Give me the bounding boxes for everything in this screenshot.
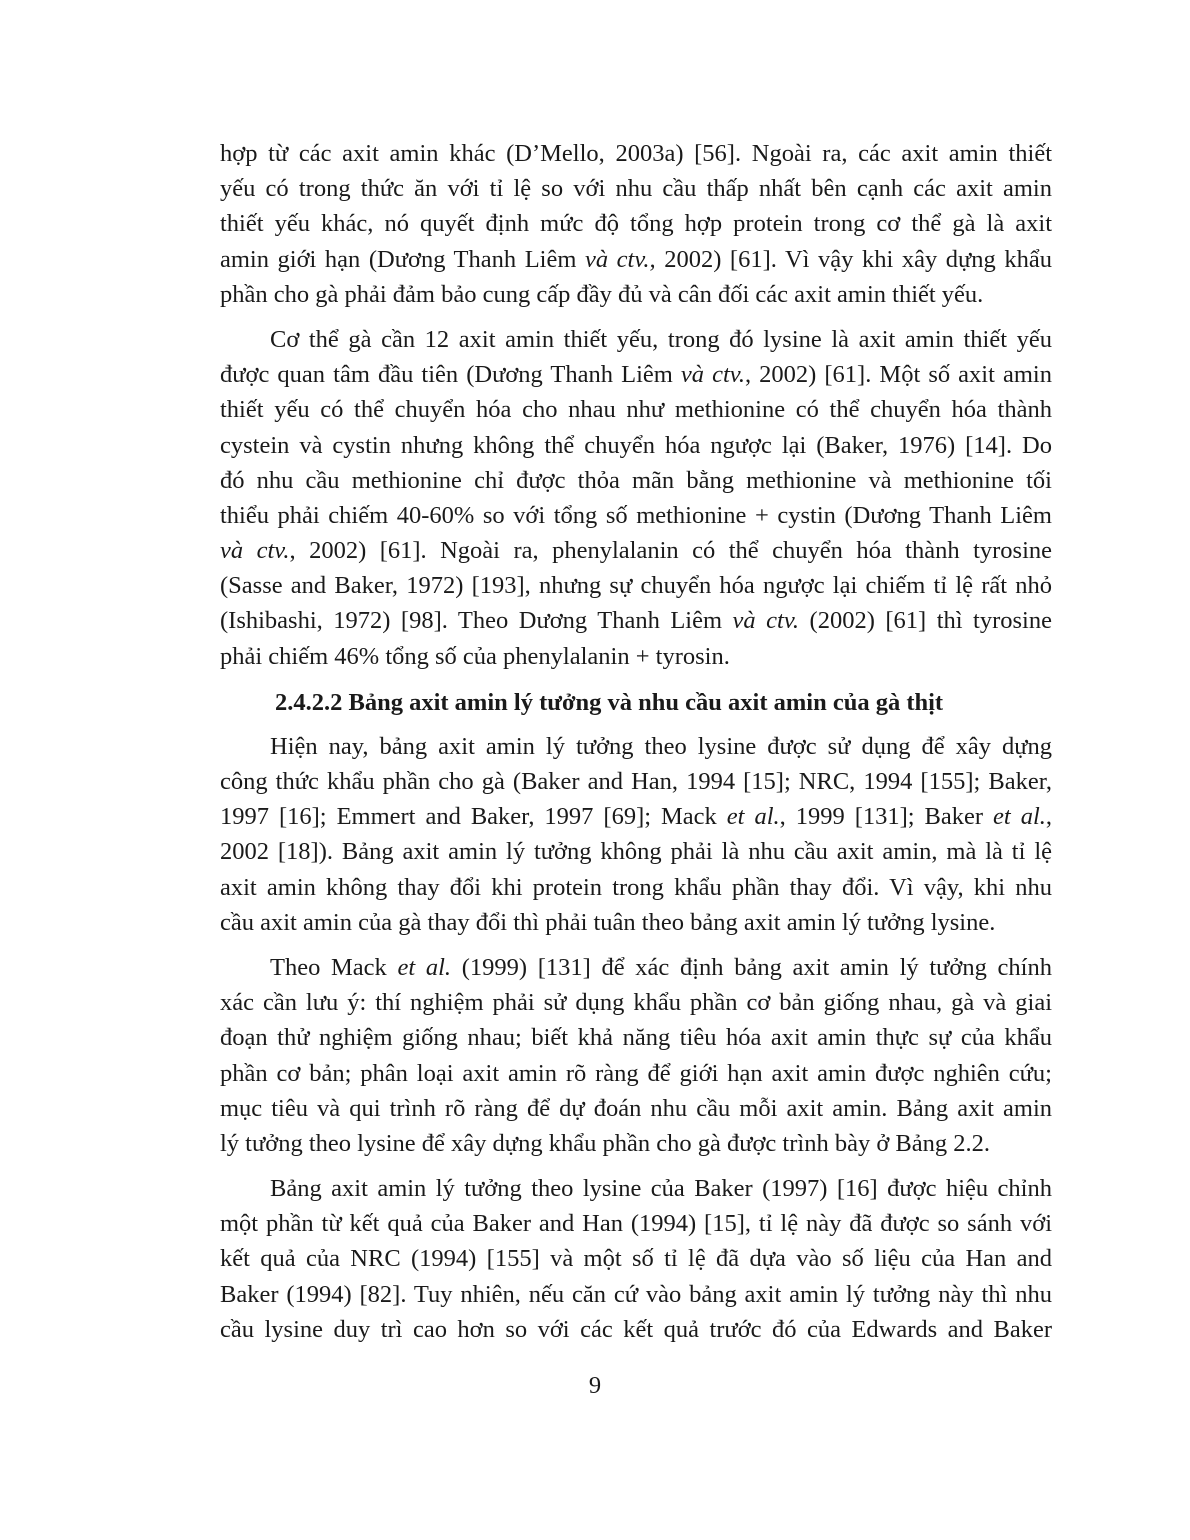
text-line: yếu có trong thức ăn với tỉ lệ so với nhu cầu thấp nhất bên cạnh các axit amin xyxy=(220,175,1052,203)
text-line: Cơ thể gà cần 12 axit amin thiết yếu, trong đó lysine là axit amin thiết yếu xyxy=(270,325,1052,353)
text-line: phần cho gà phải đảm bảo cung cấp đầy đủ và cân đối các axit amin thiết yếu. xyxy=(220,280,984,308)
text-line: Theo Mack et al. (1999) [131] để xác định bảng axit amin lý tưởng chính xyxy=(270,953,1052,981)
paragraph-5 xyxy=(220,1171,1052,1347)
page-number: 9 xyxy=(588,1372,602,1399)
text-line: phải chiếm 46% tổng số của phenylalanin + tyrosin. xyxy=(220,642,730,670)
body-text xyxy=(220,136,1052,1347)
text-line: Hiện nay, bảng axit amin lý tưởng theo lysine được sử dụng để xây dựng xyxy=(270,732,1052,760)
text-line: đoạn thử nghiệm giống nhau; biết khả năng tiêu hóa axit amin thực sự của khẩu xyxy=(220,1024,1052,1052)
text-line: mục tiêu và qui trình rõ ràng để dự đoán nhu cầu mỗi axit amin. Bảng axit amin xyxy=(220,1094,1052,1122)
paragraph-2 xyxy=(220,322,1052,674)
text-line: thiểu phải chiếm 40-60% so với tổng số methionine + cystin (Dương Thanh Liêm xyxy=(220,501,1052,529)
text-line: được quan tâm đầu tiên (Dương Thanh Liêm và ctv., 2002) [61]. Một số axit amin xyxy=(220,361,1052,389)
text-line: một phần từ kết quả của Baker and Han (1994) [15], tỉ lệ này đã được so sánh với xyxy=(220,1210,1052,1238)
text-line: công thức khẩu phần cho gà (Baker and Han, 1994 [15]; NRC, 1994 [155]; Baker, xyxy=(220,768,1052,795)
text-line: kết quả của NRC (1994) [155] và một số tỉ lệ đã dựa vào số liệu của Han and xyxy=(220,1245,1052,1273)
italic-text: và ctv. xyxy=(732,607,800,635)
italic-text: et al. xyxy=(993,803,1046,831)
text-line: 1997 [16]; Emmert and Baker, 1997 [69]; Mack et al., 1999 [131]; Baker et al., xyxy=(220,803,1052,831)
text-line: đó nhu cầu methionine chỉ được thỏa mãn bằng methionine và methionine tối xyxy=(220,466,1052,494)
text-line: cystein và cystin nhưng không thể chuyển hóa ngược lại (Baker, 1976) [14]. Do xyxy=(220,431,1052,459)
text-line: amin giới hạn (Dương Thanh Liêm và ctv., 2002) [61]. Vì vậy khi xây dựng khẩu xyxy=(220,245,1052,273)
text-line: axit amin không thay đổi khi protein trong khẩu phần thay đổi. Vì vậy, khi nhu xyxy=(220,873,1052,901)
text-line: hợp từ các axit amin khác (D’Mello, 2003a) [56]. Ngoài ra, các axit amin thiết xyxy=(220,140,1052,167)
italic-text: và ctv. xyxy=(680,361,745,389)
text-line: thiết yếu có thể chuyển hóa cho nhau như methionine có thể chuyển hóa thành xyxy=(220,396,1052,424)
text-line: (Ishibashi, 1972) [98]. Theo Dương Thanh Liêm và ctv. (2002) [61] thì tyrosine xyxy=(220,607,1052,635)
text-line: lý tưởng theo lysine để xây dựng khẩu phần cho gà được trình bày ở Bảng 2.2. xyxy=(220,1129,991,1157)
text-line: cầu lysine duy trì cao hơn so với các kết quả trước đó của Edwards and Baker xyxy=(220,1315,1052,1343)
text-line: và ctv., 2002) [61]. Ngoài ra, phenylalanin có thể chuyển hóa thành tyrosine xyxy=(220,537,1052,565)
text-line: cầu axit amin của gà thay đổi thì phải tuân theo bảng axit amin lý tưởng lysine. xyxy=(220,908,996,936)
text-line: (Sasse and Baker, 1972) [193], nhưng sự chuyển hóa ngược lại chiếm tỉ lệ rất nhỏ xyxy=(220,572,1052,600)
text-line: xác cần lưu ý: thí nghiệm phải sử dụng khẩu phần cơ bản giống nhau, gà và giai xyxy=(220,989,1052,1017)
section-heading: 2.4.2.2 Bảng axit amin lý tưởng và nhu cầu axit amin của gà thịt xyxy=(275,688,944,716)
text-line: Bảng axit amin lý tưởng theo lysine của Baker (1997) [16] được hiệu chỉnh xyxy=(270,1175,1052,1203)
paragraph-4 xyxy=(220,950,1052,1161)
paragraph-1 xyxy=(220,136,1052,312)
text-line: thiết yếu khác, nó quyết định mức độ tổng hợp protein trong cơ thể gà là axit xyxy=(220,210,1052,238)
italic-text: et al. xyxy=(397,953,452,981)
italic-text: và ctv. xyxy=(220,537,290,565)
italic-text: et al. xyxy=(726,803,780,831)
paragraph-3 xyxy=(220,729,1052,940)
text-line: 2002 [18]). Bảng axit amin lý tưởng không phải là nhu cầu axit amin, mà là tỉ lệ xyxy=(220,838,1052,866)
text-line: phần cơ bản; phân loại axit amin rõ ràng để giới hạn axit amin được nghiên cứu; xyxy=(220,1059,1052,1087)
text-line: Baker (1994) [82]. Tuy nhiên, nếu căn cứ vào bảng axit amin lý tưởng này thì nhu xyxy=(220,1280,1052,1308)
italic-text: và ctv., xyxy=(584,245,656,273)
